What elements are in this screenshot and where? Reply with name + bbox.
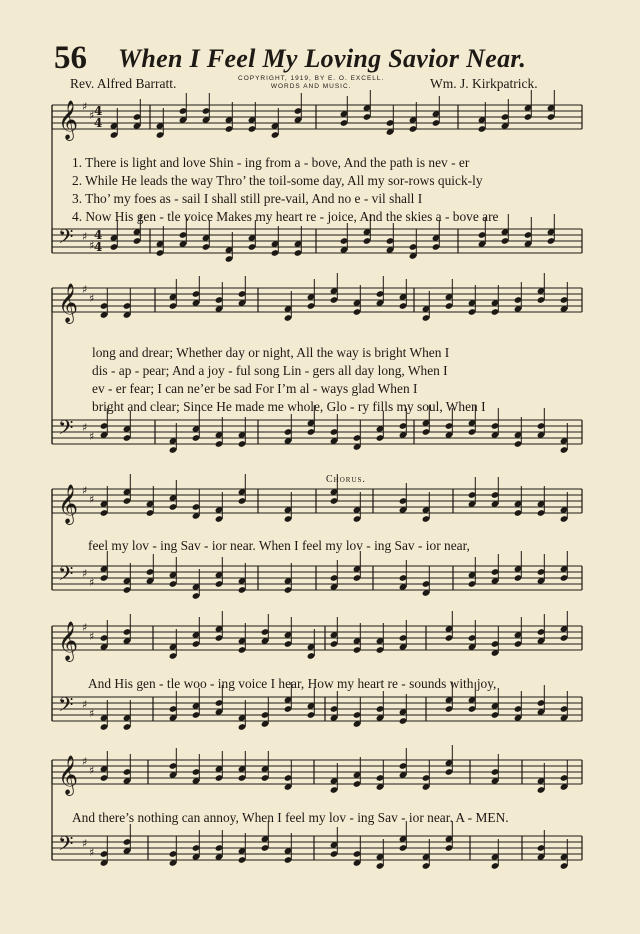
sharp-icon: ♯ — [82, 283, 88, 296]
verse-1-line-1: 1. There is light and love Shin - ing from a - bove, And the path is nev - er — [72, 155, 470, 170]
sharp-icon: ♯ — [82, 484, 88, 497]
time-signature: 4 — [94, 228, 103, 242]
sharp-icon: ♯ — [89, 109, 95, 122]
treble-clef-icon: 𝄞 — [58, 484, 79, 524]
lyricist: Rev. Alfred Barratt. — [70, 76, 177, 91]
refrain-line-3: And there’s nothing can annoy, When I feel my lov - ing Sav - ior near. A - MEN. — [72, 810, 509, 825]
sharp-icon: ♯ — [82, 230, 88, 243]
bass-clef-icon: 𝄢 — [58, 416, 74, 444]
bass-clef-icon: 𝄢 — [58, 225, 74, 253]
verse-4-line-1: 4. Now His gen - tle voice Makes my heart re - joice, And the skies a - bove are — [72, 209, 499, 224]
verse-2-line-1: 2. While He leads the way Thro’ the toil-some day, All my sor-rows quick-ly — [72, 173, 483, 188]
bass-clef-icon: 𝄢 — [58, 832, 74, 860]
verse-4-line-2: bright and clear; Since He made me whole, Glo - ry fills my soul, When I — [92, 399, 486, 414]
sharp-icon: ♯ — [89, 239, 95, 252]
verse-3-line-2: ev - er fear; I can ne’er be sad For I’m al - ways glad When I — [92, 381, 418, 396]
chorus-label: Chorus. — [326, 474, 366, 485]
time-signature: 4 — [94, 104, 103, 118]
copyright-line-1: COPYRIGHT, 1919, BY E. O. EXCELL. — [238, 75, 385, 82]
sharp-icon: ♯ — [89, 846, 95, 859]
sharp-icon: ♯ — [89, 292, 95, 305]
sharp-icon: ♯ — [82, 755, 88, 768]
sharp-icon: ♯ — [82, 421, 88, 434]
verse-3-line-1: 3. Tho’ my foes as - sail I shall still pre-vail, And no e - vil shall I — [72, 191, 423, 206]
time-signature: 4 — [94, 240, 103, 254]
sharp-icon: ♯ — [89, 630, 95, 643]
verse-2-line-2: dis - ap - pear; And a joy - ful song Lin - gers all day long, When I — [92, 363, 448, 378]
treble-clef-icon: 𝄞 — [58, 100, 79, 140]
treble-clef-icon: 𝄞 — [58, 283, 79, 323]
bass-clef-icon: 𝄢 — [58, 693, 74, 721]
sharp-icon: ♯ — [82, 621, 88, 634]
sharp-icon: ♯ — [82, 100, 88, 113]
sharp-icon: ♯ — [89, 764, 95, 777]
hymn-number: 56 — [54, 40, 87, 76]
treble-clef-icon: 𝄞 — [58, 755, 79, 795]
copyright-line-2: WORDS AND MUSIC. — [270, 83, 352, 90]
treble-clef-icon: 𝄞 — [58, 621, 79, 661]
refrain-line-2: And His gen - tle woo - ing voice I hear, How my heart re - sounds with joy, — [88, 676, 497, 691]
sharp-icon: ♯ — [89, 707, 95, 720]
sharp-icon: ♯ — [89, 576, 95, 589]
hymn-title: When I Feel My Loving Savior Near. — [118, 44, 527, 73]
sharp-icon: ♯ — [82, 567, 88, 580]
sharp-icon: ♯ — [89, 430, 95, 443]
sharp-icon: ♯ — [82, 698, 88, 711]
verse-1-line-2: long and drear; Whether day or night, All the way is bright When I — [92, 345, 450, 360]
sharp-icon: ♯ — [89, 493, 95, 506]
composer: Wm. J. Kirkpatrick. — [430, 76, 538, 91]
refrain-line-1: feel my lov - ing Sav - ior near. When I feel my lov - ing Sav - ior near, — [88, 538, 470, 553]
sharp-icon: ♯ — [82, 837, 88, 850]
bass-clef-icon: 𝄢 — [58, 562, 74, 590]
time-signature: 4 — [94, 116, 103, 130]
